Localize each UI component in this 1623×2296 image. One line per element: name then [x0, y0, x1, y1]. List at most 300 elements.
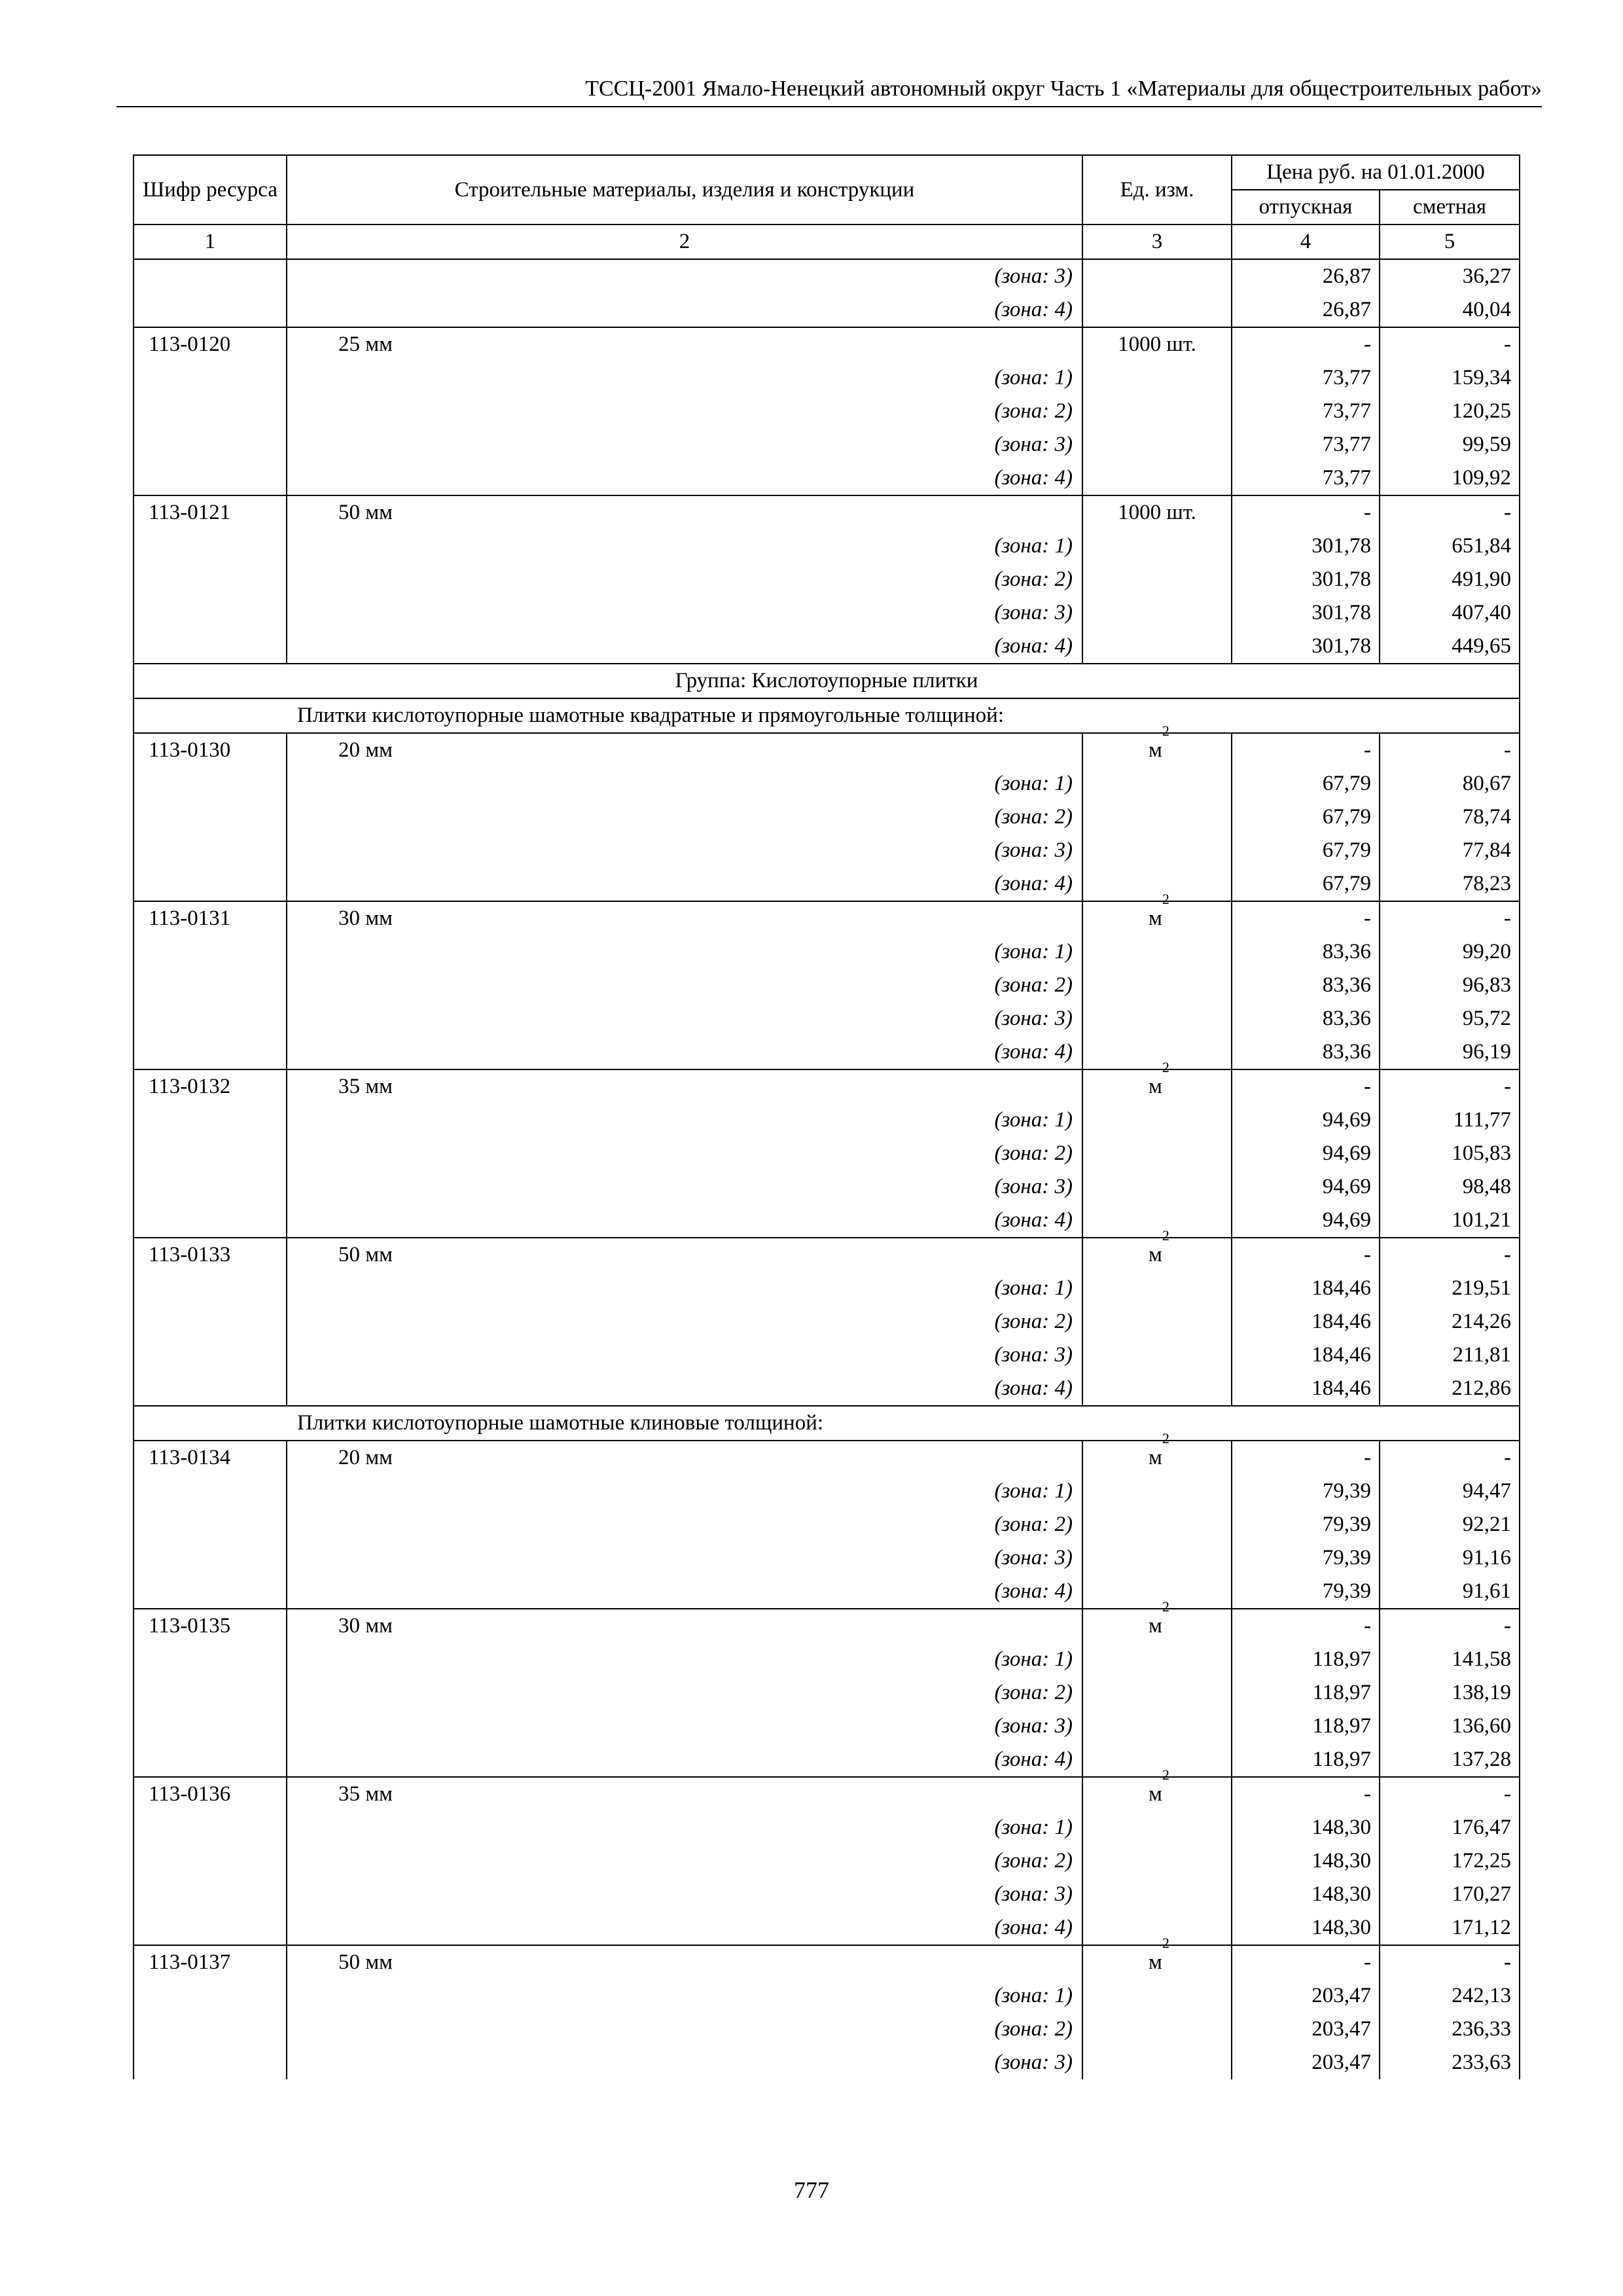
zone-label: (зона: 1)	[287, 1103, 1082, 1137]
release-price: 26,87	[1232, 293, 1380, 327]
zone-label: (зона: 4)	[287, 1372, 1082, 1406]
zone-label: (зона: 3)	[287, 428, 1082, 461]
code-cell	[134, 800, 287, 834]
unit-superscript: 2	[1162, 1935, 1169, 1951]
zone-row	[134, 1575, 1520, 1609]
zone-label: (зона: 2)	[287, 1508, 1082, 1541]
estimate-price: 91,16	[1380, 1541, 1520, 1575]
resource-code: 113-0137	[134, 1945, 287, 1979]
zone-label: (зона: 1)	[287, 1475, 1082, 1508]
subgroup-title: Плитки кислотоупорные шамотные квадратные и прямоугольные толщиной:	[297, 704, 1005, 727]
estimate-price: 651,84	[1380, 529, 1520, 563]
unit-text: м	[1149, 738, 1162, 762]
zone-row	[134, 2046, 1520, 2079]
material-name: 35 мм	[287, 1777, 1082, 1811]
zone-row	[134, 1035, 1520, 1069]
release-price: 83,36	[1232, 935, 1380, 969]
release-price: 67,79	[1232, 767, 1380, 800]
estimate-price: 77,84	[1380, 834, 1520, 867]
release-price: -	[1232, 1945, 1380, 1979]
release-price: -	[1232, 1777, 1380, 1811]
estimate-price: -	[1380, 1609, 1520, 1643]
estimate-price: 491,90	[1380, 563, 1520, 596]
zone-label: (зона: 3)	[287, 1541, 1082, 1575]
zone-label: (зона: 1)	[287, 767, 1082, 800]
zone-label: (зона: 3)	[287, 1878, 1082, 1911]
item-row	[134, 495, 1520, 529]
unit-cell	[1082, 1643, 1232, 1676]
code-cell	[134, 1137, 287, 1170]
zone-row	[134, 596, 1520, 630]
estimate-price: 91,61	[1380, 1575, 1520, 1609]
unit-cell	[1082, 767, 1232, 800]
unit-cell	[1082, 2046, 1232, 2079]
zone-label: (зона: 3)	[287, 834, 1082, 867]
code-cell	[134, 969, 287, 1002]
unit-cell	[1082, 1743, 1232, 1777]
material-name: 25 мм	[287, 327, 1082, 361]
release-price: 73,77	[1232, 395, 1380, 428]
estimate-price: 96,83	[1380, 969, 1520, 1002]
zone-row	[134, 1338, 1520, 1372]
release-price: 148,30	[1232, 1811, 1380, 1844]
zone-label: (зона: 1)	[287, 935, 1082, 969]
release-price: 79,39	[1232, 1475, 1380, 1508]
unit-cell	[1082, 935, 1232, 969]
estimate-price: 101,21	[1380, 1204, 1520, 1238]
zone-label: (зона: 4)	[287, 1035, 1082, 1069]
unit-superscript: 2	[1162, 1059, 1169, 1075]
release-price: 67,79	[1232, 834, 1380, 867]
item-row	[134, 1609, 1520, 1643]
header-price-estimate: сметная	[1380, 190, 1520, 224]
zone-label: (зона: 3)	[287, 259, 1082, 293]
code-cell	[134, 259, 287, 293]
subgroup-row	[134, 698, 1520, 733]
unit-cell	[1082, 461, 1232, 495]
item-row	[134, 1238, 1520, 1272]
code-cell	[134, 1575, 287, 1609]
resource-code: 113-0130	[134, 733, 287, 767]
code-cell	[134, 935, 287, 969]
unit-text: м	[1149, 1782, 1162, 1806]
zone-label: (зона: 1)	[287, 1272, 1082, 1305]
material-name: 20 мм	[287, 733, 1082, 767]
unit-cell	[1082, 1878, 1232, 1911]
zone-row	[134, 529, 1520, 563]
unit-cell	[1082, 293, 1232, 327]
zone-row	[134, 767, 1520, 800]
zone-row	[134, 1475, 1520, 1508]
code-cell	[134, 1475, 287, 1508]
zone-row	[134, 1676, 1520, 1710]
zone-label: (зона: 4)	[287, 293, 1082, 327]
unit-cell	[1082, 867, 1232, 901]
estimate-price: 92,21	[1380, 1508, 1520, 1541]
material-name: 30 мм	[287, 901, 1082, 935]
code-cell	[134, 1643, 287, 1676]
unit-text: м	[1149, 1243, 1162, 1266]
zone-label: (зона: 4)	[287, 867, 1082, 901]
zone-row	[134, 428, 1520, 461]
unit-cell	[1082, 800, 1232, 834]
unit-text: м	[1149, 1614, 1162, 1638]
unit-cell	[1082, 563, 1232, 596]
page-number: 777	[794, 2177, 829, 2203]
unit-superscript: 2	[1162, 1767, 1169, 1783]
unit-cell	[1082, 1979, 1232, 2013]
estimate-price: 211,81	[1380, 1338, 1520, 1372]
release-price: -	[1232, 1069, 1380, 1103]
code-cell	[134, 1911, 287, 1945]
release-price: 83,36	[1232, 1002, 1380, 1035]
estimate-price: 98,48	[1380, 1170, 1520, 1204]
estimate-price: 99,20	[1380, 935, 1520, 969]
zone-row	[134, 1643, 1520, 1676]
estimate-price: 96,19	[1380, 1035, 1520, 1069]
release-price: 94,69	[1232, 1137, 1380, 1170]
unit-cell	[1082, 1767, 1232, 1811]
zone-row	[134, 969, 1520, 1002]
zone-row	[134, 1811, 1520, 1844]
estimate-price: 159,34	[1380, 361, 1520, 395]
code-cell	[134, 1002, 287, 1035]
item-row	[134, 733, 1520, 767]
unit-cell	[1082, 891, 1232, 935]
release-price: -	[1232, 495, 1380, 529]
unit-cell	[1082, 327, 1232, 361]
header-unit: Ед. изм.	[1082, 155, 1232, 224]
code-cell	[134, 1508, 287, 1541]
release-price: 184,46	[1232, 1272, 1380, 1305]
unit-cell	[1082, 1844, 1232, 1878]
header-price-release: отпускная	[1232, 190, 1380, 224]
zone-label: (зона: 3)	[287, 2046, 1082, 2079]
code-cell	[134, 1338, 287, 1372]
zone-label: (зона: 1)	[287, 1979, 1082, 2013]
zone-row	[134, 1204, 1520, 1238]
unit-cell	[1082, 1541, 1232, 1575]
zone-label: (зона: 3)	[287, 1710, 1082, 1743]
unit-text: 1000 шт.	[1118, 332, 1196, 356]
release-price: 118,97	[1232, 1743, 1380, 1777]
release-price: 184,46	[1232, 1338, 1380, 1372]
estimate-price: 120,25	[1380, 395, 1520, 428]
release-price: 203,47	[1232, 1979, 1380, 2013]
zone-row	[134, 1170, 1520, 1204]
release-price: 67,79	[1232, 800, 1380, 834]
material-name: 35 мм	[287, 1069, 1082, 1103]
zone-row	[134, 1508, 1520, 1541]
release-price: 203,47	[1232, 2046, 1380, 2079]
zone-row	[134, 1272, 1520, 1305]
code-cell	[134, 1743, 287, 1777]
unit-cell	[1082, 1059, 1232, 1103]
unit-cell	[1082, 1170, 1232, 1204]
code-cell	[134, 596, 287, 630]
unit-cell	[1082, 1372, 1232, 1406]
unit-cell	[1082, 1598, 1232, 1643]
zone-label: (зона: 2)	[287, 395, 1082, 428]
zone-row	[134, 1710, 1520, 1743]
zone-label: (зона: 3)	[287, 1338, 1082, 1372]
estimate-price: -	[1380, 327, 1520, 361]
code-cell	[134, 1305, 287, 1338]
code-cell	[134, 2013, 287, 2046]
release-price: 148,30	[1232, 1911, 1380, 1945]
unit-cell	[1082, 969, 1232, 1002]
zone-label: (зона: 2)	[287, 1305, 1082, 1338]
unit-cell	[1082, 1911, 1232, 1945]
estimate-price: -	[1380, 1238, 1520, 1272]
zone-row	[134, 1911, 1520, 1945]
resource-code: 113-0135	[134, 1609, 287, 1643]
release-price: 184,46	[1232, 1305, 1380, 1338]
code-cell	[134, 1170, 287, 1204]
item-row	[134, 1777, 1520, 1811]
header-code: Шифр ресурса	[134, 155, 287, 224]
estimate-price: -	[1380, 1069, 1520, 1103]
code-cell	[134, 1979, 287, 2013]
release-price: 118,97	[1232, 1710, 1380, 1743]
estimate-price: -	[1380, 495, 1520, 529]
release-price: 184,46	[1232, 1372, 1380, 1406]
zone-label: (зона: 3)	[287, 1002, 1082, 1035]
estimate-price: 449,65	[1380, 630, 1520, 664]
unit-text: м	[1149, 906, 1162, 930]
material-name: 20 мм	[287, 1441, 1082, 1475]
unit-cell	[1082, 1137, 1232, 1170]
release-price: 94,69	[1232, 1204, 1380, 1238]
release-price: 94,69	[1232, 1170, 1380, 1204]
estimate-price: -	[1380, 1441, 1520, 1475]
resource-code: 113-0133	[134, 1238, 287, 1272]
zone-row	[134, 563, 1520, 596]
resource-code: 113-0121	[134, 495, 287, 529]
zone-label: (зона: 2)	[287, 563, 1082, 596]
code-cell	[134, 529, 287, 563]
code-cell	[134, 1878, 287, 1911]
subgroup-cell	[134, 698, 1520, 733]
material-name: 50 мм	[287, 495, 1082, 529]
unit-cell	[1082, 1204, 1232, 1238]
col-number: 4	[1232, 224, 1380, 259]
code-cell	[134, 834, 287, 867]
item-row	[134, 327, 1520, 361]
unit-cell	[1082, 259, 1232, 293]
unit-cell	[1082, 723, 1232, 767]
code-cell	[134, 630, 287, 664]
estimate-price: 78,74	[1380, 800, 1520, 834]
release-price: 73,77	[1232, 361, 1380, 395]
release-price: 73,77	[1232, 428, 1380, 461]
zone-label: (зона: 2)	[287, 2013, 1082, 2046]
unit-cell	[1082, 834, 1232, 867]
estimate-price: 105,83	[1380, 1137, 1520, 1170]
code-cell	[134, 1811, 287, 1844]
zone-label: (зона: 3)	[287, 1170, 1082, 1204]
zone-label: (зона: 4)	[287, 630, 1082, 664]
column-number-row	[134, 224, 1520, 259]
unit-cell	[1082, 529, 1232, 563]
zone-row	[134, 1002, 1520, 1035]
header-name: Строительные материалы, изделия и конструкции	[287, 155, 1082, 224]
estimate-price: -	[1380, 1777, 1520, 1811]
code-cell	[134, 1372, 287, 1406]
zone-label: (зона: 2)	[287, 1137, 1082, 1170]
zone-row	[134, 1878, 1520, 1911]
unit-cell	[1082, 1305, 1232, 1338]
estimate-price: 171,12	[1380, 1911, 1520, 1945]
zone-row	[134, 293, 1520, 327]
code-cell	[134, 1541, 287, 1575]
release-price: -	[1232, 901, 1380, 935]
release-price: -	[1232, 1609, 1380, 1643]
running-header: ТССЦ-2001 Ямало-Ненецкий автономный округ Часть 1 «Материалы для общестроительных работ»	[116, 73, 1542, 107]
release-price: 83,36	[1232, 969, 1380, 1002]
resource-code: 113-0136	[134, 1777, 287, 1811]
release-price: 203,47	[1232, 2013, 1380, 2046]
estimate-price: 109,92	[1380, 461, 1520, 495]
unit-cell	[1082, 1508, 1232, 1541]
unit-superscript: 2	[1162, 1598, 1169, 1615]
zone-row	[134, 800, 1520, 834]
unit-superscript: 2	[1162, 1227, 1169, 1244]
unit-cell	[1082, 630, 1232, 664]
zone-label: (зона: 4)	[287, 461, 1082, 495]
unit-cell	[1082, 1035, 1232, 1069]
release-price: 148,30	[1232, 1844, 1380, 1878]
release-price: 67,79	[1232, 867, 1380, 901]
unit-cell	[1082, 1002, 1232, 1035]
estimate-price: 136,60	[1380, 1710, 1520, 1743]
release-price: 301,78	[1232, 630, 1380, 664]
zone-row	[134, 461, 1520, 495]
zone-label: (зона: 1)	[287, 529, 1082, 563]
release-price: 26,87	[1232, 259, 1380, 293]
zone-row	[134, 2013, 1520, 2046]
unit-cell	[1082, 596, 1232, 630]
estimate-price: 214,26	[1380, 1305, 1520, 1338]
group-title: Группа: Кислотоупорные плитки	[134, 664, 1520, 698]
table-body	[134, 259, 1520, 2079]
zone-row	[134, 1305, 1520, 1338]
unit-cell	[1082, 1430, 1232, 1475]
zone-row	[134, 1372, 1520, 1406]
item-row	[134, 1441, 1520, 1475]
unit-superscript: 2	[1162, 891, 1169, 907]
zone-label: (зона: 4)	[287, 1575, 1082, 1609]
material-name: 30 мм	[287, 1609, 1082, 1643]
release-price: -	[1232, 327, 1380, 361]
zone-label: (зона: 1)	[287, 1811, 1082, 1844]
estimate-price: 36,27	[1380, 259, 1520, 293]
estimate-price: 170,27	[1380, 1878, 1520, 1911]
unit-superscript: 2	[1162, 1430, 1169, 1446]
zone-row	[134, 1103, 1520, 1137]
zone-label: (зона: 4)	[287, 1911, 1082, 1945]
unit-cell	[1082, 1338, 1232, 1372]
unit-cell	[1082, 2013, 1232, 2046]
unit-cell	[1082, 1935, 1232, 1979]
code-cell	[134, 293, 287, 327]
unit-cell	[1082, 361, 1232, 395]
zone-label: (зона: 4)	[287, 1204, 1082, 1238]
code-cell	[134, 395, 287, 428]
header-price-group: Цена руб. на 01.01.2000	[1232, 155, 1520, 190]
zone-row	[134, 935, 1520, 969]
zone-row	[134, 1137, 1520, 1170]
estimate-price: 212,86	[1380, 1372, 1520, 1406]
unit-cell	[1082, 1475, 1232, 1508]
zone-label: (зона: 1)	[287, 361, 1082, 395]
zone-label: (зона: 1)	[287, 1643, 1082, 1676]
release-price: 301,78	[1232, 563, 1380, 596]
release-price: 79,39	[1232, 1508, 1380, 1541]
estimate-price: 78,23	[1380, 867, 1520, 901]
estimate-price: -	[1380, 733, 1520, 767]
estimate-price: 99,59	[1380, 428, 1520, 461]
subgroup-title: Плитки кислотоупорные шамотные клиновые толщиной:	[297, 1411, 824, 1435]
item-row	[134, 901, 1520, 935]
code-cell	[134, 1844, 287, 1878]
subgroup-cell	[134, 1406, 1520, 1441]
material-name: 50 мм	[287, 1238, 1082, 1272]
estimate-price: 80,67	[1380, 767, 1520, 800]
zone-label: (зона: 2)	[287, 800, 1082, 834]
col-number: 1	[134, 224, 287, 259]
release-price: -	[1232, 1441, 1380, 1475]
unit-cell	[1082, 1227, 1232, 1272]
unit-cell	[1082, 428, 1232, 461]
estimate-price: 176,47	[1380, 1811, 1520, 1844]
release-price: 118,97	[1232, 1643, 1380, 1676]
group-row	[134, 664, 1520, 698]
unit-cell	[1082, 395, 1232, 428]
unit-cell	[1082, 1103, 1232, 1137]
col-number: 5	[1380, 224, 1520, 259]
release-price: 73,77	[1232, 461, 1380, 495]
code-cell	[134, 1204, 287, 1238]
col-number: 3	[1082, 224, 1232, 259]
code-cell	[134, 1272, 287, 1305]
release-price: 301,78	[1232, 529, 1380, 563]
release-price: -	[1232, 733, 1380, 767]
unit-text: м	[1149, 1446, 1162, 1469]
estimate-price: 219,51	[1380, 1272, 1520, 1305]
resource-code: 113-0132	[134, 1069, 287, 1103]
unit-cell	[1082, 1710, 1232, 1743]
estimate-price: 407,40	[1380, 596, 1520, 630]
estimate-price: 94,47	[1380, 1475, 1520, 1508]
estimate-price: 242,13	[1380, 1979, 1520, 2013]
material-name: 50 мм	[287, 1945, 1082, 1979]
code-cell	[134, 428, 287, 461]
zone-label: (зона: 3)	[287, 596, 1082, 630]
code-cell	[134, 461, 287, 495]
code-cell	[134, 1035, 287, 1069]
col-number: 2	[287, 224, 1082, 259]
estimate-price: 138,19	[1380, 1676, 1520, 1710]
zone-row	[134, 834, 1520, 867]
unit-cell	[1082, 1272, 1232, 1305]
estimate-price: 141,58	[1380, 1643, 1520, 1676]
release-price: 301,78	[1232, 596, 1380, 630]
unit-cell	[1082, 1811, 1232, 1844]
item-row	[134, 1069, 1520, 1103]
code-cell	[134, 1676, 287, 1710]
estimate-price: 95,72	[1380, 1002, 1520, 1035]
